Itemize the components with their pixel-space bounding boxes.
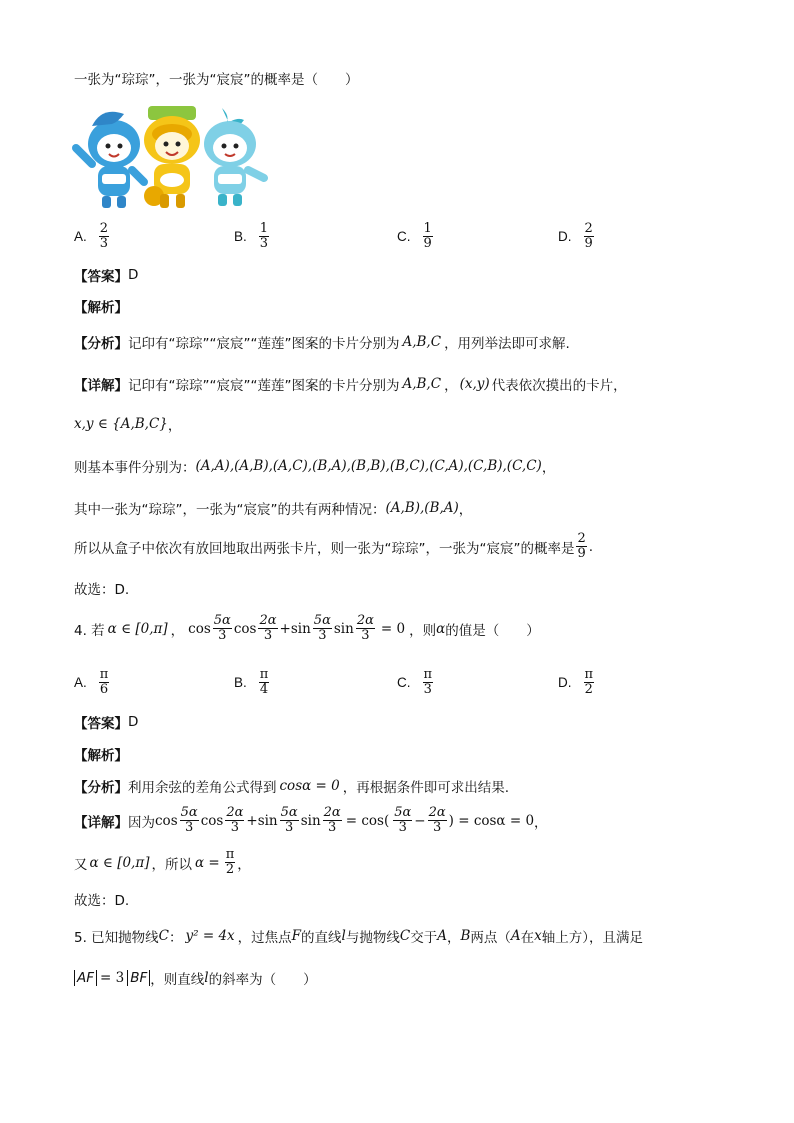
congcong-mascot <box>76 112 144 208</box>
chenchen-mascot <box>144 106 200 208</box>
q4-stem: 4. 若 α ∈ [0,π] ， cos $\frac{5\alpha}{3}$ cos $\frac{2\alpha}{3}$ + sin $\frac{5\alpha}{3}$ sin $\frac{2\alpha}{3}$ = 0 ，则 α 的值是（ ） <box>74 613 540 644</box>
q3-answer: 【答案】 D <box>74 267 139 285</box>
q3-detail-conclusion: 所以从盒子中依次有放回地取出两张卡片，则一张为“琮琮”，一张为“宸宸”的概率是 $\frac{2}{9}$ . <box>74 531 594 562</box>
q5-stem-line1: 5. 已知抛物线 C ： y² = 4x ，过焦点 F 的直线 l 与抛物线 C 交于 A ， B 两点（ A 在 x 轴上方），且满足 <box>74 928 643 946</box>
q4-detail-line2: 又 α ∈ [0,π] ，所以 α = $\frac{\pi}{2}$ ， <box>74 847 251 878</box>
q4-jiexi-heading: 【解析】 <box>74 748 128 764</box>
q3-analysis: 【分析】 记印有“琮琮”“宸宸”“莲莲”图案的卡片分别为 A,B,C ，用列举法即可求解. <box>74 334 570 352</box>
q5-stem-line2: AF = 3 BF ，则直线 l 的斜率为（ ） <box>74 968 317 988</box>
q4-detail-line1: 【详解】 因为 cos $\frac{5\alpha}{3}$ cos $\frac{2\alpha}{3}$ + sin $\frac{5\alpha}{3}$ sin $\frac{2\alpha}{3}$ = cos( $\frac{5\alpha}{3}$ − $\frac{2\alpha}{3}$ ) = cosα = 0 ， <box>74 805 548 836</box>
q4-answer: 【答案】 D <box>74 714 139 732</box>
q4-analysis: 【分析】 利用余弦的差角公式得到 cosα = 0 ，再根据条件即可求出结果. <box>74 778 510 796</box>
q3-option-c: C. $\frac{1}{9}$ <box>397 221 432 252</box>
q3-jiexi-heading: 【解析】 <box>74 300 128 316</box>
q3-detail-set: x,y ∈ {A,B,C} ， <box>74 416 182 434</box>
q3-option-d: D. $\frac{2}{9}$ <box>558 221 593 252</box>
q4-choose: 故选：D. <box>74 893 130 909</box>
q3-choose: 故选：D. <box>74 582 130 598</box>
q4-option-b: B. $\frac{\pi}{4}$ <box>234 667 269 698</box>
q4-option-d: D. $\frac{\pi}{2}$ <box>558 667 594 698</box>
q3-detail-events: 则基本事件分别为： (A,A),(A,B),(A,C),(B,A),(B,B),(B,C),(C,A),(C,B),(C,C) ， <box>74 458 556 476</box>
q3-option-a: A. $\frac{2}{3}$ <box>74 221 109 252</box>
q4-option-a: A. $\frac{\pi}{6}$ <box>74 667 109 698</box>
q3-stem: 一张为“琮琮”，一张为“宸宸”的概率是（ ） <box>74 72 359 88</box>
q4-option-c: C. $\frac{\pi}{3}$ <box>397 667 433 698</box>
mascots-illustration <box>72 104 272 212</box>
q3-detail-two-cases: 其中一张为“琮琮”，一张为“宸宸”的共有两种情况： (A,B),(B,A) ， <box>74 500 473 518</box>
lianlian-mascot <box>204 108 264 206</box>
q3-option-b: B. $\frac{1}{3}$ <box>234 221 269 252</box>
q3-detail-line1: 【详解】 记印有“琮琮”“宸宸”“莲莲”图案的卡片分别为 A,B,C ， (x,y) 代表依次摸出的卡片， <box>74 376 627 394</box>
